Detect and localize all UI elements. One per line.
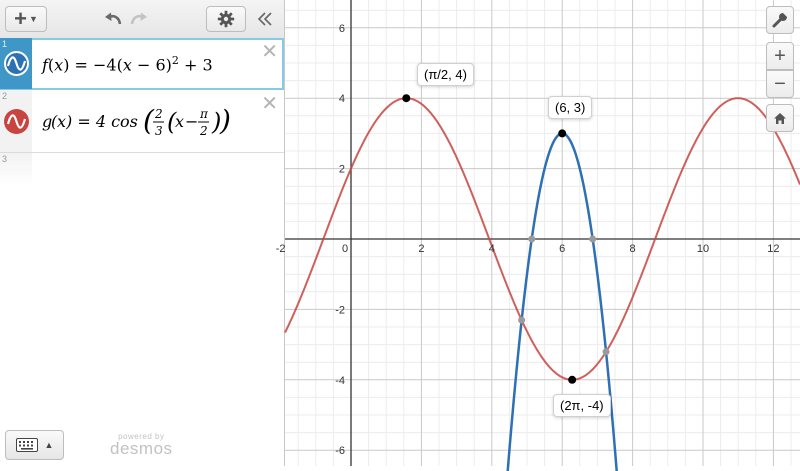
graph-paper[interactable] [275, 0, 800, 466]
expression-gutter [0, 38, 32, 89]
redo-button[interactable] [126, 6, 152, 32]
caret-down-icon: ▼ [28, 14, 38, 24]
point-label-g-min[interactable]: (2π, -4) [553, 394, 611, 417]
y-tick-label: -4 [335, 374, 345, 387]
expression-index: 2 [2, 91, 8, 101]
x-tick-label: 4 [488, 243, 495, 255]
delete-expression-button[interactable]: ✕ [261, 93, 278, 115]
labeled-point [568, 376, 576, 384]
svg-text:x: x [57, 112, 67, 131]
expression-formula[interactable] [42, 104, 232, 144]
double-chevron-left-icon [257, 11, 273, 27]
expression-index: 3 [2, 154, 8, 164]
svg-text:(: ( [167, 108, 177, 136]
x-tick-label: 6 [559, 243, 566, 255]
expression-gutter [0, 153, 32, 186]
x-tick-label: 2 [418, 243, 425, 255]
graph-color-toggle[interactable] [4, 51, 29, 76]
svg-text:x: x [175, 112, 185, 131]
major-gridlines [285, 0, 800, 466]
svg-text:2: 2 [155, 107, 163, 121]
home-icon [773, 112, 787, 125]
expression-formula[interactable]: $f(x) = -4(x - 6)^2 + 3$ [42, 54, 213, 75]
expression-item-f[interactable] [0, 38, 284, 90]
wave-icon [4, 109, 29, 134]
gear-icon [217, 10, 235, 28]
svg-text:) = 4 cos: ) = 4 cos [66, 112, 138, 131]
x-tick-label: 8 [629, 243, 636, 255]
wave-icon [6, 53, 27, 74]
caret-up-icon: ▲ [44, 440, 54, 450]
svg-text:2: 2 [200, 124, 208, 138]
desmos-logo: desmos [110, 439, 173, 458]
labeled-point [402, 94, 410, 102]
expression-gutter [0, 90, 32, 152]
graph-settings-button[interactable] [766, 6, 794, 34]
collapse-panel-button[interactable] [252, 6, 278, 32]
y-tick-label: 2 [338, 163, 345, 176]
y-tick-label: 6 [338, 22, 345, 35]
point-label-g-max[interactable]: (π/2, 4) [417, 63, 474, 86]
zoom-in-button[interactable]: + [766, 42, 794, 70]
undo-icon [103, 11, 123, 27]
expression-index: 1 [2, 39, 8, 49]
expression-toolbar [0, 0, 284, 39]
graph-canvas[interactable] [275, 0, 800, 466]
svg-text:(: ( [51, 112, 58, 131]
svg-text:(: ( [143, 104, 154, 137]
point-label-f-vertex[interactable]: (6, 3) [548, 96, 592, 119]
minor-gridlines [285, 0, 800, 466]
svg-text:): ) [220, 104, 231, 137]
redo-icon [129, 11, 149, 27]
settings-button[interactable] [206, 6, 246, 32]
y-tick-label: -2 [335, 304, 345, 317]
x-tick-label: 12 [767, 243, 780, 255]
graph-color-toggle[interactable] [4, 109, 29, 134]
x-tick-label: -2 [275, 243, 286, 255]
intersection-point [603, 348, 610, 355]
wrench-icon [772, 12, 788, 28]
intersection-point [518, 317, 525, 324]
plus-icon: + [14, 6, 27, 31]
x-tick-label: 0 [341, 243, 349, 255]
svg-text:): ) [212, 108, 222, 136]
add-item-button[interactable] [5, 6, 47, 32]
keypad-toggle-button[interactable] [5, 430, 64, 460]
home-button[interactable] [766, 104, 794, 132]
zoom-out-button[interactable]: − [766, 70, 794, 98]
expression-item-g[interactable] [0, 90, 284, 153]
svg-text:g: g [42, 112, 53, 131]
svg-text:π: π [200, 107, 208, 121]
desmos-branding [110, 432, 173, 457]
delete-expression-button[interactable]: ✕ [261, 41, 278, 63]
svg-text:−: − [185, 112, 199, 131]
powered-by-text: powered by [118, 432, 165, 441]
intersection-point [528, 236, 535, 243]
expression-panel [0, 0, 285, 466]
y-tick-label: 4 [338, 93, 345, 106]
labeled-point [558, 129, 566, 137]
x-tick-label: 10 [696, 243, 710, 255]
expression-item-empty[interactable] [0, 153, 284, 186]
axes [285, 0, 800, 466]
keyboard-icon [16, 438, 38, 452]
svg-text:3: 3 [155, 124, 163, 138]
undo-button[interactable] [100, 6, 126, 32]
formula-g-render [42, 104, 232, 140]
y-tick-label: -6 [335, 445, 345, 458]
intersection-point [589, 236, 596, 243]
